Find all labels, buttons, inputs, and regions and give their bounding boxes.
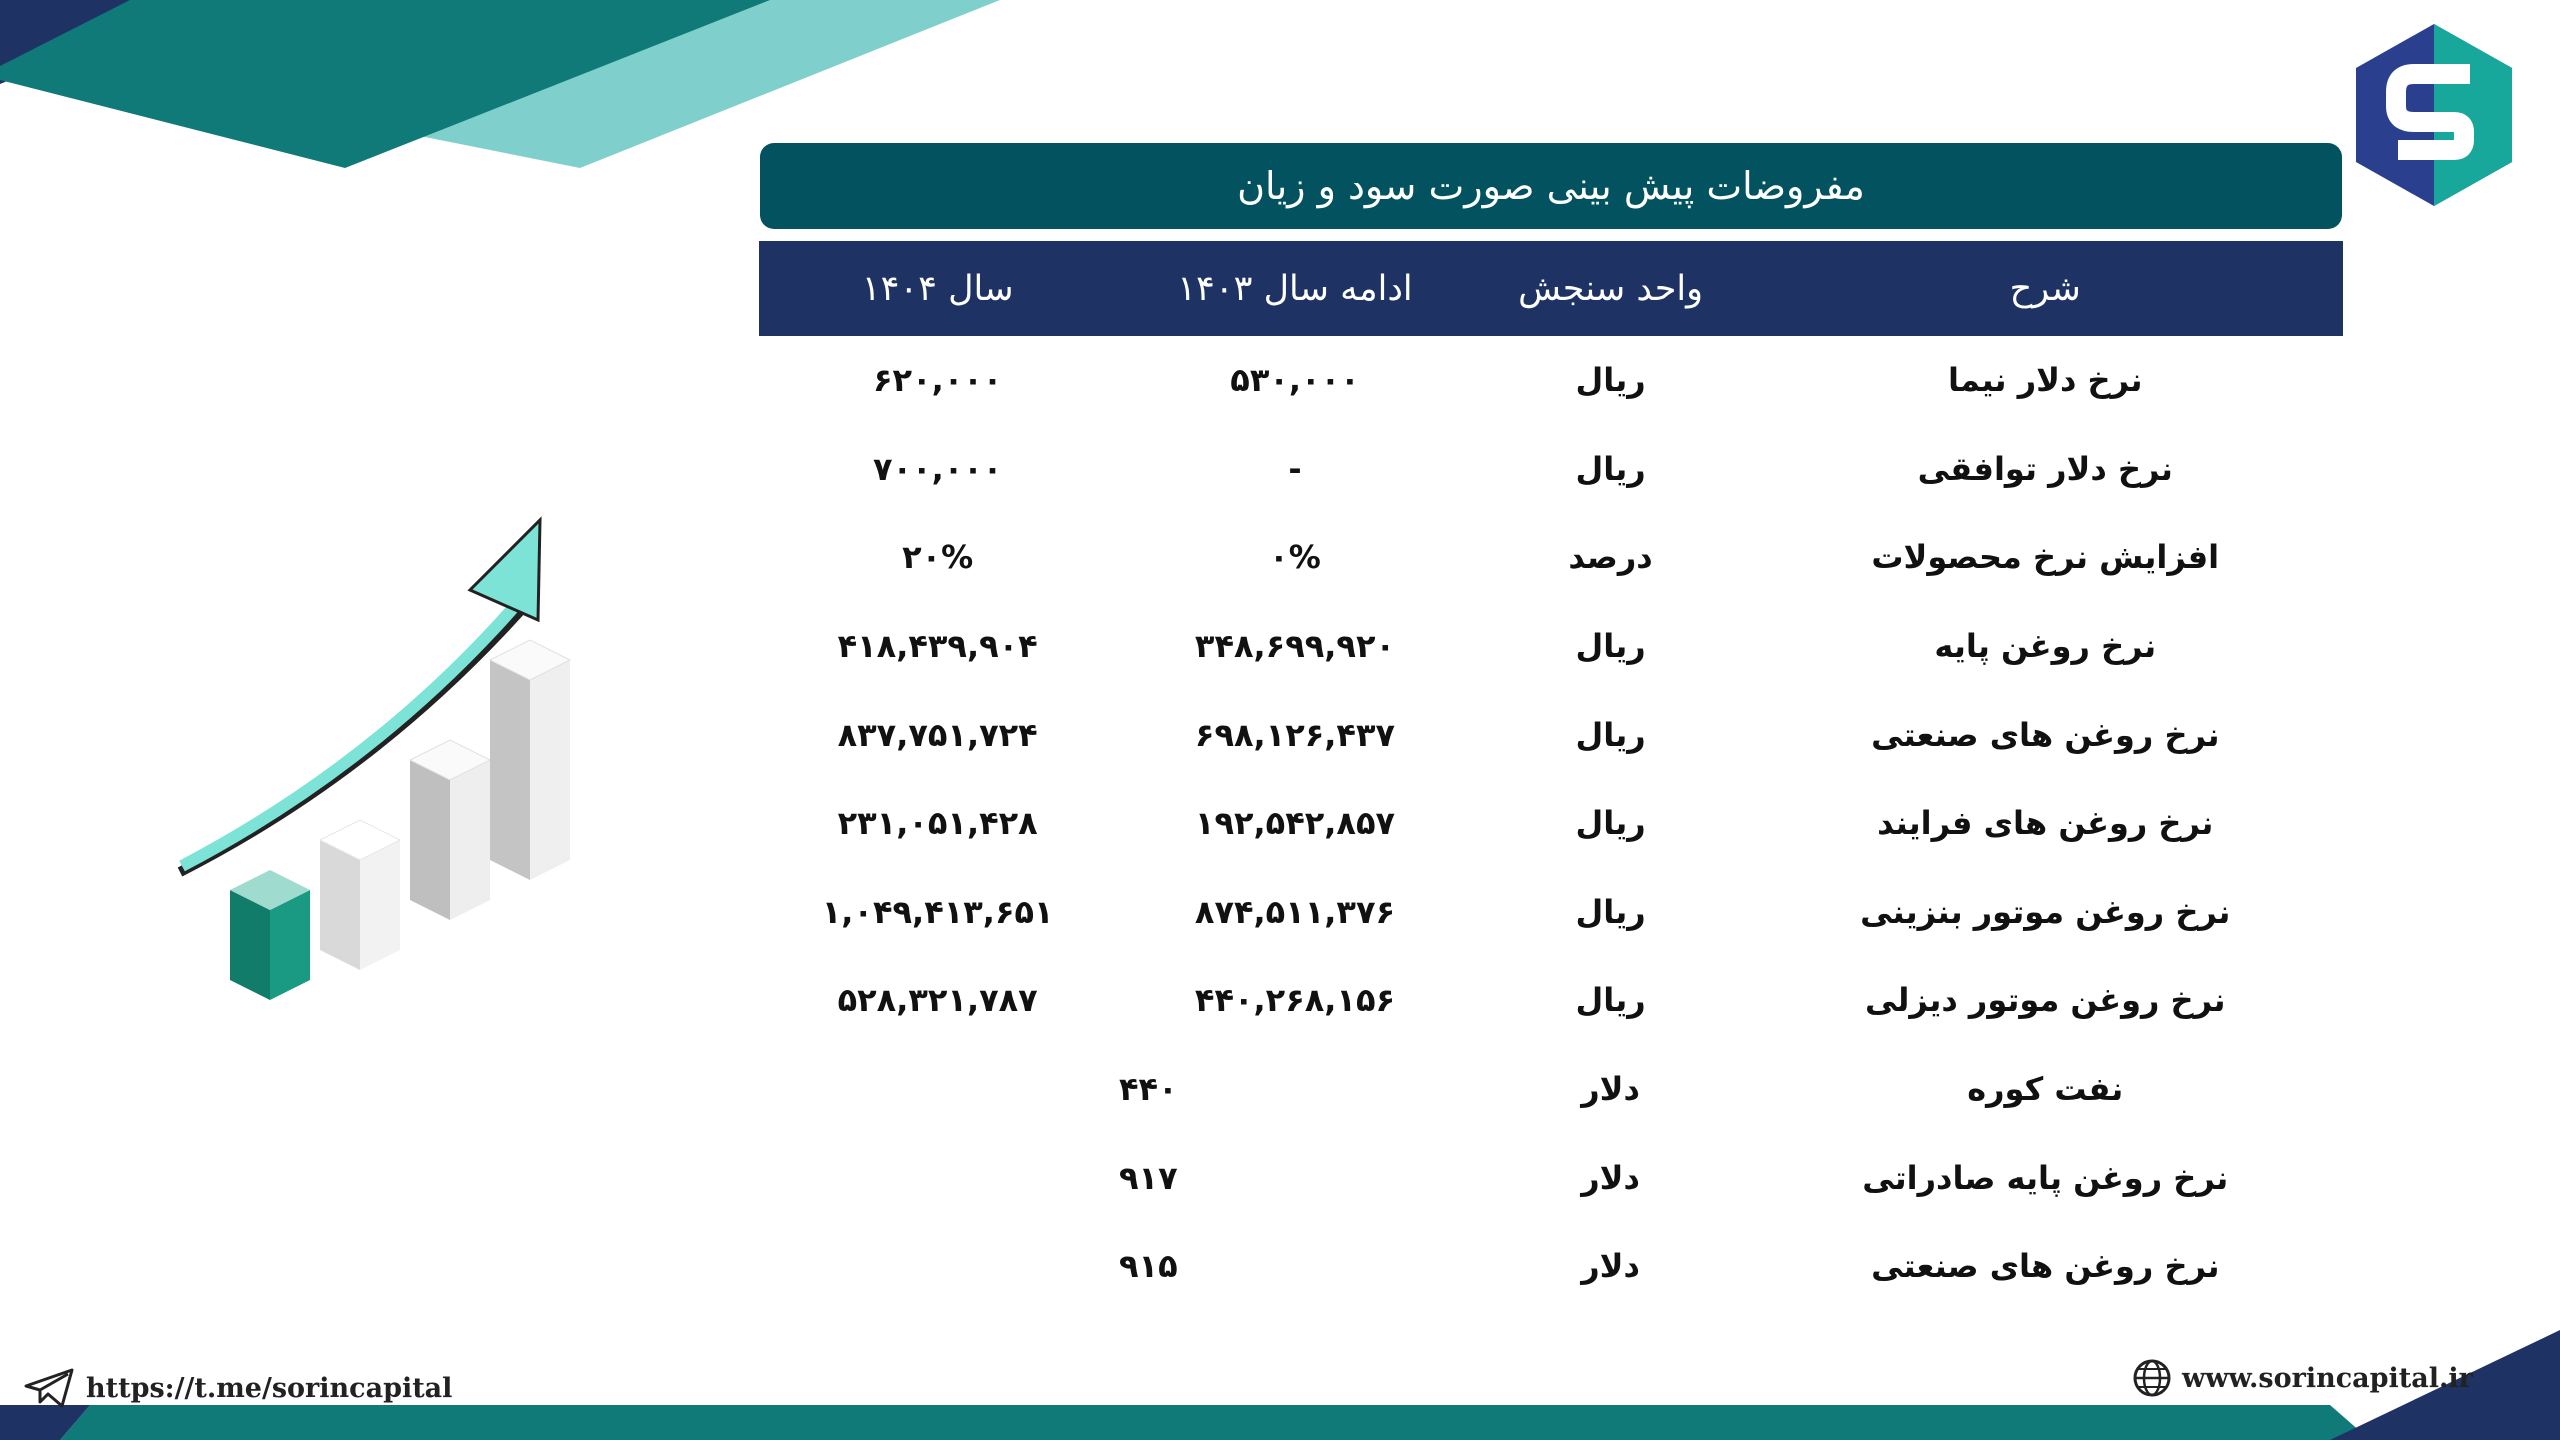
row-unit: ریال [1575,715,1646,754]
telegram-link[interactable] [24,1368,452,1408]
table-row [759,1133,2343,1222]
telegram-url[interactable]: https://t.me/sorincapital [86,1372,453,1404]
row-1404: ۵۲۸,۳۲۱,۷۸۷ [837,981,1038,1020]
row-unit: ریال [1575,981,1646,1020]
row-unit: ریال [1575,449,1646,488]
table-row [759,336,2343,425]
assumptions-table [759,241,2343,1311]
table-row [759,956,2343,1045]
row-desc: نرخ دلار نیما [1948,361,2143,400]
row-unit: ریال [1575,627,1646,666]
row-unit: ریال [1575,892,1646,931]
row-desc: نفت کوره [1967,1070,2124,1109]
row-1403: ۴۴۰,۲۶۸,۱۵۶ [1194,981,1395,1020]
table-row [759,1222,2343,1311]
row-unit: دلار [1581,1247,1640,1286]
row-unit: دلار [1581,1070,1640,1109]
row-unit: درصد [1568,538,1653,577]
row-desc: نرخ روغن های فرایند [1877,804,2214,843]
table-row [759,868,2343,957]
row-desc: نرخ روغن پایه [1934,627,2157,666]
row-unit: ریال [1575,804,1646,843]
row-desc: نرخ دلار توافقی [1917,449,2173,488]
table-row [759,425,2343,514]
row-desc: نرخ روغن پایه صادراتی [1862,1158,2229,1197]
row-1403: ۸۷۴,۵۱۱,۳۷۶ [1194,892,1395,931]
row-unit: ریال [1575,361,1646,400]
row-desc: افزایش نرخ محصولات [1871,538,2220,577]
page-title: مفروضات پیش بینی صورت سود و زیان [760,143,2342,229]
website-link[interactable] [2132,1358,2473,1398]
row-1403: ۵۳۰,۰۰۰ [1230,361,1360,400]
table-header-row [759,241,2343,336]
row-1403: ۱۹۲,۵۴۲,۸۵۷ [1194,804,1395,843]
row-1404: ۲۰% [902,538,974,577]
row-unit: دلار [1581,1158,1640,1197]
row-1404: ۸۳۷,۷۵۱,۷۲۴ [837,715,1038,754]
row-desc: نرخ روغن های صنعتی [1871,1247,2220,1286]
row-merged-value: ۴۴۰ [1119,1070,1178,1109]
row-1403: - [1288,449,1302,488]
table-row [759,513,2343,602]
growth-chart-illustration [170,510,590,1020]
row-merged-value: ۹۱۷ [1119,1158,1178,1197]
row-merged-value: ۹۱۵ [1119,1247,1178,1286]
table-row [759,690,2343,779]
row-1403: ۳۴۸,۶۹۹,۹۲۰ [1194,627,1395,666]
website-url[interactable]: www.sorincapital.ir [2182,1362,2473,1394]
row-desc: نرخ روغن موتور دیزلی [1865,981,2226,1020]
row-1403: ۰% [1269,538,1321,577]
row-desc: نرخ روغن های صنعتی [1871,715,2220,754]
company-logo [2352,22,2516,208]
row-1404: ۶۲۰,۰۰۰ [872,361,1003,400]
row-1404: ۷۰۰,۰۰۰ [872,449,1003,488]
table-row [759,779,2343,868]
globe-icon [2132,1358,2172,1398]
header-1403: ادامه سال ۱۴۰۳ [1116,241,1473,336]
table-row [759,602,2343,691]
header-unit: واحد سنجش [1474,241,1748,336]
row-desc: نرخ روغن موتور بنزینی [1860,892,2231,931]
table-row [759,1045,2343,1134]
row-1404: ۱,۰۴۹,۴۱۳,۶۵۱ [821,892,1054,931]
header-desc: شرح [1748,241,2343,336]
header-1404: سال ۱۴۰۴ [759,241,1116,336]
row-1404: ۲۳۱,۰۵۱,۴۲۸ [837,804,1038,843]
row-1404: ۴۱۸,۴۳۹,۹۰۴ [837,627,1038,666]
row-1403: ۶۹۸,۱۲۶,۴۳۷ [1194,715,1395,754]
paper-plane-icon [24,1368,74,1408]
